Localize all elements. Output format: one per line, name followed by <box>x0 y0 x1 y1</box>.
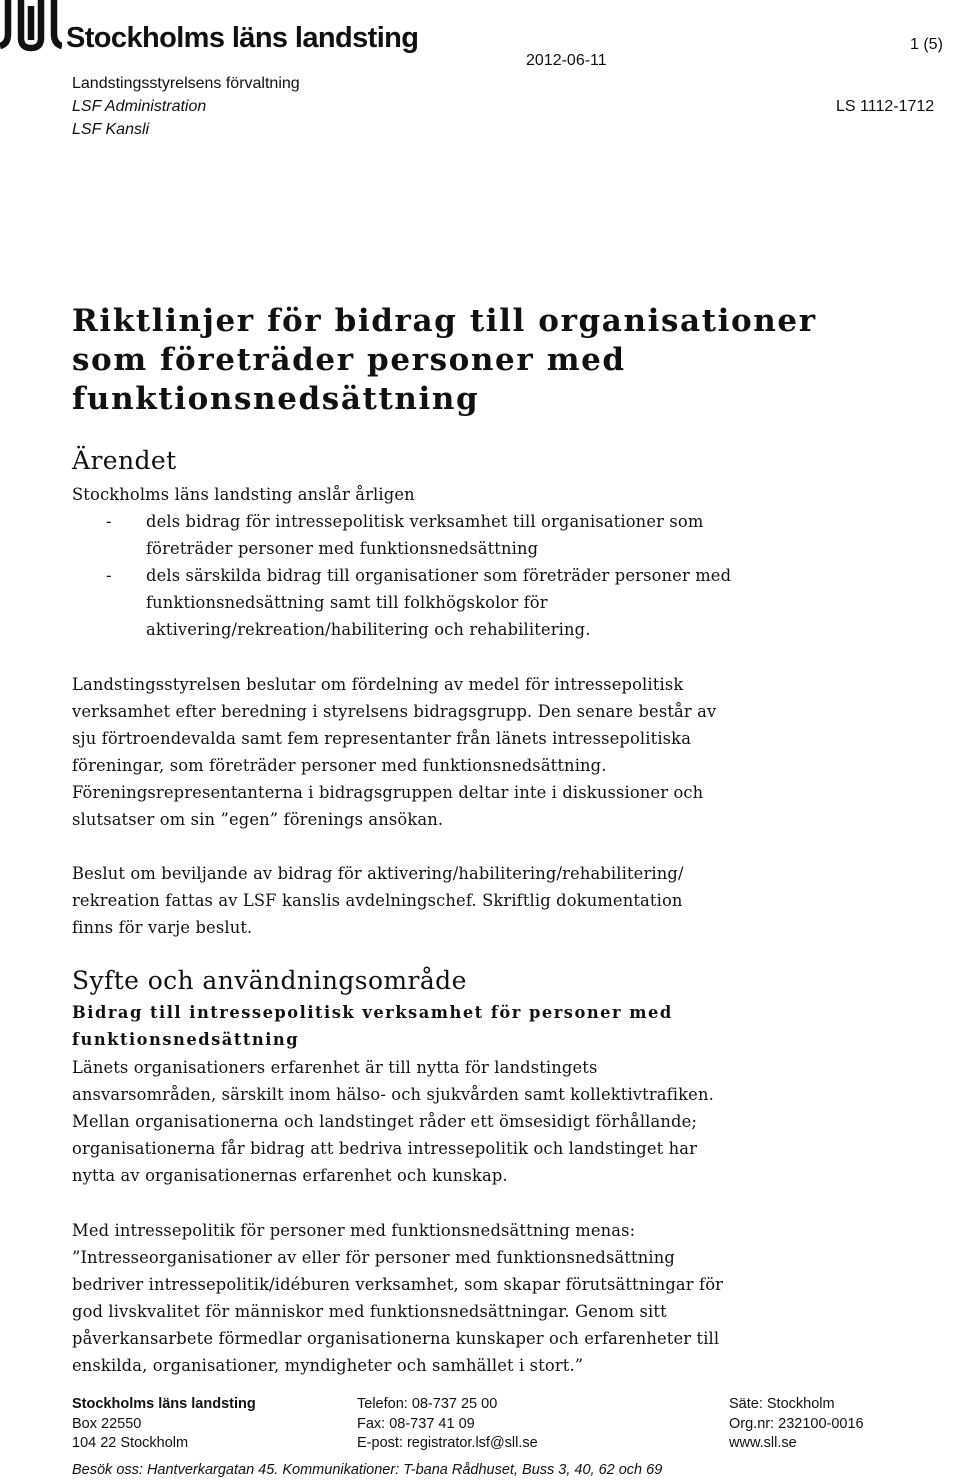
paragraph-line: finns för varje beslut. <box>72 918 253 937</box>
paragraph <box>72 1217 723 1379</box>
footer-web: www.sll.se <box>729 1435 797 1451</box>
list-item-line: funktionsnedsättning samt till folkhögskolor för <box>146 593 548 612</box>
paragraph <box>72 860 684 941</box>
paragraph-line: bedriver intressepolitik/idéburen verksamhet, som skapar förutsättningar för <box>72 1275 724 1294</box>
unit: LSF Kansli <box>72 121 150 138</box>
title-line: funktionsnedsättning <box>72 381 480 417</box>
paragraph-line: Föreningsrepresentanterna i bidragsgruppen deltar inte i diskussioner och <box>72 783 704 802</box>
list-item <box>72 562 731 643</box>
list-item-line: företräder personer med funktionsnedsättning <box>146 539 539 558</box>
footer-seat: Säte: Stockholm <box>729 1396 835 1412</box>
section-heading-syfte: Syfte och användningsområde <box>72 966 467 995</box>
paragraph-line: rekreation fattas av LSF kanslis avdelningschef. Skriftlig dokumentation <box>72 891 683 910</box>
footer-address <box>72 1395 256 1454</box>
paragraph-line: Landstingsstyrelsen beslutar om fördelning av medel för intressepolitisk <box>72 675 684 694</box>
paragraph-line: påverkansarbete förmedlar organisationerna kunskaper och erfarenheter till <box>72 1329 720 1348</box>
page-number: 1 (5) <box>910 36 943 53</box>
intro-text: Stockholms läns landsting anslår årligen <box>72 485 415 504</box>
paragraph-line: slutsatser om sin ”egen” förenings ansökan. <box>72 810 444 829</box>
arendet-intro-block <box>72 481 731 643</box>
paragraph-line: verksamhet efter beredning i styrelsens bidragsgrupp. Den senare består av <box>72 702 717 721</box>
bullet-dash: - <box>106 566 112 585</box>
bullet-dash: - <box>106 512 112 531</box>
footer-contact <box>357 1395 538 1454</box>
list-item-line: aktivering/rekreation/habilitering och rehabilitering. <box>146 620 591 639</box>
document-date: 2012-06-11 <box>526 52 607 69</box>
paragraph-line: föreningar, som företräder personer med funktionsnedsättning. <box>72 756 607 775</box>
list-item-line: dels särskilda bidrag till organisationer som företräder personer med <box>146 566 732 585</box>
footer-phone: Telefon: 08-737 25 00 <box>357 1396 498 1412</box>
footer-orgnr: Org.nr: 232100-0016 <box>729 1415 864 1432</box>
paragraph-line: Mellan organisationerna och landstinget råder ett ömsesidigt förhållande; <box>72 1112 698 1131</box>
paragraph-line: Beslut om beviljande av bidrag för aktivering/habilitering/rehabilitering/ <box>72 864 684 883</box>
title-line: Riktlinjer för bidrag till organisationer <box>72 303 817 339</box>
footer-org-name: Stockholms läns landsting <box>72 1396 256 1412</box>
list-item <box>72 508 731 562</box>
footer-fax: Fax: 08-737 41 09 <box>357 1415 475 1432</box>
subheading-line: Bidrag till intressepolitisk verksamhet för personer med <box>72 1003 673 1022</box>
paragraph-line: organisationerna får bidrag att bedriva intressepolitik och landstinget har <box>72 1139 698 1158</box>
list-item-line: dels bidrag för intressepolitisk verksamhet till organisationer som <box>146 512 704 531</box>
paragraph <box>72 1054 714 1189</box>
footer-visit: Besök oss: Hantverkargatan 45. Kommunikationer: T-bana Rådhuset, Buss 3, 40, 62 och 69 <box>72 1462 663 1478</box>
paragraph-line: ”Intresseorganisationer av eller för personer med funktionsnedsättning <box>72 1248 675 1267</box>
logo-text: Stockholms läns landsting <box>66 22 419 54</box>
footer-box: Box 22550 <box>72 1415 142 1432</box>
footer-email: E-post: registrator.lsf@sll.se <box>357 1435 538 1451</box>
paragraph-line: Länets organisationers erfarenhet är till nytta för landstingets <box>72 1058 598 1077</box>
department: LSF Administration <box>72 98 207 115</box>
paragraph <box>72 671 716 833</box>
page-title <box>72 302 892 419</box>
sll-logo-icon <box>0 0 62 54</box>
section-heading-arendet: Ärendet <box>72 446 177 475</box>
paragraph-line: god livskvalitet för människor med funktionsnedsättningar. Genom sitt <box>72 1302 667 1321</box>
subheading <box>72 999 673 1053</box>
organization: Landstingsstyrelsens förvaltning <box>72 75 300 92</box>
paragraph-line: ansvarsområden, särskilt inom hälso- och sjukvården samt kollektivtrafiken. <box>72 1085 714 1104</box>
footer-city: 104 22 Stockholm <box>72 1435 189 1451</box>
logo <box>0 0 430 58</box>
paragraph-line: enskilda, organisationer, myndigheter och samhället i stort.” <box>72 1356 584 1375</box>
title-line: som företräder personer med <box>72 342 626 378</box>
paragraph-line: Med intressepolitik för personer med funktionsnedsättning menas: <box>72 1221 636 1240</box>
paragraph-line: nytta av organisationernas erfarenhet och kunskap. <box>72 1166 508 1185</box>
reference-number: LS 1112-1712 <box>836 98 935 115</box>
footer-registration <box>729 1395 864 1454</box>
subheading-line: funktionsnedsättning <box>72 1030 300 1049</box>
paragraph-line: sju förtroendevalda samt fem representanter från länets intressepolitiska <box>72 729 692 748</box>
